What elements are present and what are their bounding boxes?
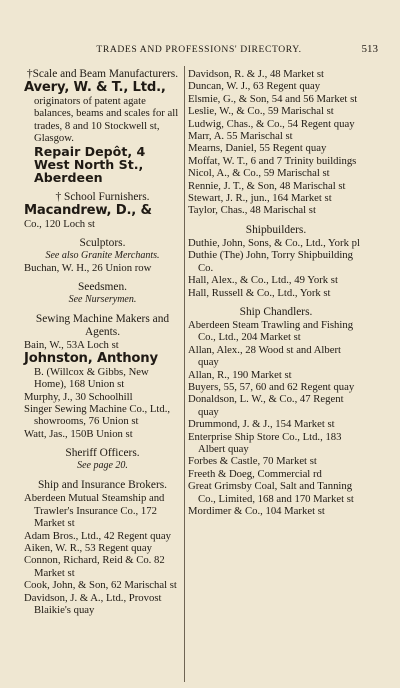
list-item: Hall, Russell & Co., Ltd., York st <box>188 286 331 299</box>
firm-avery-desc: originators of patent agate balances, beams and scales for all trades, 8 and 10 Stockwell st, Glasgow. <box>34 95 179 145</box>
left-column <box>24 68 181 616</box>
list-item: Taylor, Chas., 48 Marischal st <box>188 204 316 217</box>
list-item: Ludwig, Chas., & Co., 54 Regent quay <box>188 117 355 130</box>
list-item: Nicol, A., & Co., 59 Marischal st <box>188 167 330 180</box>
section-heading-sheriff: Sheriff Officers. <box>65 447 140 460</box>
section-heading-chandlers: Ship Chandlers. <box>239 305 313 318</box>
list-item: Forbes & Castle, 70 Market st <box>188 455 317 468</box>
list-item: Cook, John, & Son, 62 Marischal st <box>24 579 177 592</box>
avery-depot-line3: Aberdeen <box>34 169 103 185</box>
avery-depot-line1: Repair Depôt, 4 <box>34 143 146 159</box>
list-item: Enterprise Ship Store Co., Ltd., 183 Albert quay <box>188 430 342 455</box>
section-heading-ship-insurance: Ship and Insurance Brokers. <box>37 479 168 492</box>
list-item: Drummond, J. & J., 154 Market st <box>188 418 335 431</box>
list-item: Stewart, J. R., jun., 164 Market st <box>188 192 332 205</box>
list-item: Buchan, W. H., 26 Union row <box>24 262 152 275</box>
column-divider <box>184 66 185 682</box>
list-item: Freeth & Doeg, Commercial rd <box>188 467 322 480</box>
section-heading-seedsmen: Seedsmen. <box>77 281 128 294</box>
see-also-sculptors: See also Granite Merchants. <box>45 250 160 262</box>
list-item: Leslie, W., & Co., 59 Marischal st <box>188 105 334 118</box>
firm-avery: Avery, W. & T., Ltd., <box>24 80 166 95</box>
list-item: Allan, R., 190 Market st <box>188 368 292 381</box>
section-heading-school: † School Furnishers. <box>55 190 150 203</box>
avery-depot-line2: West North St., <box>34 156 144 172</box>
list-item: Aberdeen Steam Trawling and Fishing Co., Ltd., 204 Market st <box>188 318 354 344</box>
list-item: Adam Bros., Ltd., 42 Regent quay <box>24 529 171 542</box>
firm-johnston-rest: B. (Willcox & Gibbs, New Home), 168 Union st <box>34 365 149 391</box>
list-item: Elsmie, G., & Son, 54 and 56 Market st <box>188 92 358 105</box>
see-sheriff: See page 20. <box>77 460 128 472</box>
list-item: Moffat, W. T., 6 and 7 Trinity buildings <box>188 154 357 167</box>
list-item: Connon, Richard, Reid & Co. 82 Market st <box>24 554 165 579</box>
firm-macandrew-rest: Co., 120 Loch st <box>24 217 95 230</box>
list-item: Singer Sewing Machine Co., Ltd., showrooms, 76 Union st <box>24 403 171 428</box>
list-item: Bain, W., 53A Loch st <box>24 339 119 352</box>
list-item: Donaldson, L. W., & Co., 47 Regent quay <box>188 393 344 418</box>
list-item: Mearns, Daniel, 55 Regent quay <box>188 142 327 155</box>
list-item: Mordimer & Co., 104 Market st <box>188 505 325 517</box>
list-item: Buyers, 55, 57, 60 and 62 Regent quay <box>188 380 355 393</box>
list-item: Aiken, W. R., 53 Regent quay <box>24 541 152 554</box>
firm-johnston: Johnston, Anthony <box>24 350 158 366</box>
page-number: 513 <box>361 43 378 55</box>
section-heading-shipbuilders: Shipbuilders. <box>245 223 307 236</box>
list-item: Allan, Alex., 28 Wood st and Albert quay <box>188 343 342 369</box>
running-title: TRADES AND PROFESSIONS' DIRECTORY. <box>96 44 302 55</box>
list-item: Duthie, John, Sons, & Co., Ltd., York pl <box>188 236 360 249</box>
list-item: Great Grimsby Coal, Salt and Tanning Co., Limited, 168 and 170 Market st <box>188 480 354 505</box>
see-seedsmen: See Nurserymen. <box>68 294 137 306</box>
list-item: Hall, Alex., & Co., Ltd., 49 York st <box>188 274 338 287</box>
list-item: Davidson, J. & A., Ltd., Provost Blaikie's quay <box>24 591 162 616</box>
list-item: Aberdeen Mutual Steamship and Trawler's Insurance Co., 172 Market st <box>24 492 165 530</box>
list-item: Davidson, R. & J., 48 Market st <box>188 68 324 80</box>
list-item: Rennie, J. T., & Son, 48 Marischal st <box>188 179 346 192</box>
section-heading-scale: †Scale and Beam Manufacturers. <box>26 68 179 80</box>
right-column <box>188 68 364 517</box>
list-item: Marr, A. 55 Marischal st <box>188 130 293 143</box>
section-heading-sculptors: Sculptors. <box>79 237 126 250</box>
list-item: Watt, Jas., 150B Union st <box>24 427 133 440</box>
section-heading-sewing: Sewing Machine Makers and Agents. <box>35 313 170 339</box>
list-item: Duthie (The) John, Torry Shipbuilding Co. <box>188 249 353 274</box>
list-item: Murphy, J., 30 Schoolhill <box>24 390 133 403</box>
firm-macandrew: Macandrew, D., & <box>24 202 152 218</box>
list-item: Duncan, W. J., 63 Regent quay <box>188 80 321 93</box>
page-header <box>20 44 378 60</box>
